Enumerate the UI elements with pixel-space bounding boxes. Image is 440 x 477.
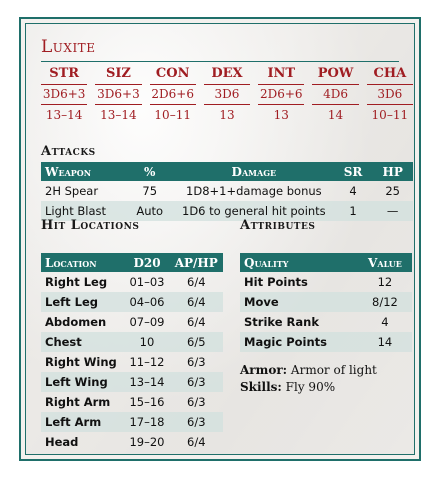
attrs-col-value: Value [358, 253, 412, 272]
table-row [41, 352, 223, 372]
column-gap [142, 84, 150, 104]
weapon-percent: Auto [126, 201, 174, 221]
hitloc-d20: 17–18 [124, 412, 169, 432]
hitloc-col-aphp: AP/HP [170, 253, 223, 272]
hitloc-location: Abdomen [45, 315, 107, 329]
skills-note [240, 379, 377, 396]
column-gap [250, 64, 258, 84]
attributes-table [240, 253, 412, 352]
hitloc-col-d20: D20 [124, 253, 169, 272]
table-row [41, 272, 223, 292]
hitloc-aphp: 6/3 [187, 395, 206, 409]
characteristic-roll: 3D6+3 [95, 84, 141, 104]
hitloc-location: Right Arm [45, 395, 111, 409]
attacks-table [41, 162, 413, 221]
stat-block-inner [25, 23, 415, 455]
weapon-name: 2H Spear [45, 184, 99, 198]
hitloc-location: Right Wing [45, 355, 117, 369]
attrs-col-quality: Quality [240, 253, 358, 272]
column-gap [196, 104, 204, 125]
attribute-quality: Hit Points [244, 275, 308, 289]
weapon-sr: 1 [334, 201, 373, 221]
characteristics-block [41, 64, 413, 125]
hitloc-aphp: 6/4 [187, 275, 206, 289]
table-row [41, 392, 223, 412]
attribute-quality: Strike Rank [244, 315, 319, 329]
hitloc-aphp: 6/4 [187, 435, 206, 449]
hitloc-location: Left Arm [41, 412, 124, 432]
attribute-quality: Move [240, 292, 358, 312]
characteristic-roll: 2D6+6 [150, 84, 196, 104]
armor-value: Armor of light [290, 363, 377, 377]
weapon-damage: 1D8+1+damage bonus [186, 184, 322, 198]
hitloc-d20: 15–16 [129, 395, 165, 409]
characteristic-roll: 3D6 [367, 84, 413, 104]
hitloc-d20: 19–20 [129, 435, 165, 449]
weapon-percent: 75 [142, 184, 158, 198]
column-gap [359, 64, 367, 84]
attribute-value: 14 [358, 332, 412, 352]
characteristic-range: 13–14 [41, 104, 87, 125]
skills-label: Skills: [240, 380, 282, 394]
hitloc-d20: 01–03 [129, 275, 165, 289]
armor-note [240, 362, 377, 379]
characteristic-name: STR [49, 66, 80, 81]
hit-locations-heading: Hit Locations [41, 218, 140, 233]
column-gap [196, 64, 204, 84]
hit-locations-table [41, 253, 223, 452]
table-row [41, 432, 223, 452]
hitloc-location: Right Leg [45, 275, 108, 289]
characteristic-name: INT [267, 66, 296, 81]
stat-block-card [19, 17, 421, 461]
characteristic-range: 10–11 [150, 104, 196, 125]
weapon-hp: — [372, 201, 413, 221]
characteristic-range: 10–11 [367, 104, 413, 125]
weapon-name: Light Blast [41, 201, 126, 221]
attacks-col-sr: SR [334, 162, 373, 181]
characteristic-name: SIZ [105, 66, 131, 81]
column-gap [304, 84, 312, 104]
column-gap [250, 104, 258, 125]
hitloc-col-location: Location [41, 253, 124, 272]
characteristic-range: 13 [204, 104, 250, 125]
hitloc-location: Chest [41, 332, 124, 352]
hitloc-d20: 04–06 [124, 292, 169, 312]
column-gap [87, 104, 95, 125]
characteristic-range: 14 [312, 104, 358, 125]
characteristic-roll: 4D6 [312, 84, 358, 104]
characteristic-roll: 3D6 [204, 84, 250, 104]
attacks-heading: Attacks [41, 144, 96, 159]
characteristic-name: DEX [211, 66, 243, 81]
table-row [240, 292, 412, 312]
column-gap [359, 84, 367, 104]
weapon-hp: 25 [385, 184, 400, 198]
hitloc-aphp: 6/3 [187, 355, 206, 369]
attributes-heading: Attributes [240, 218, 316, 233]
characteristic-range: 13–14 [95, 104, 141, 125]
column-gap [142, 64, 150, 84]
creature-title: Luxite [41, 37, 96, 57]
attacks-col-damage: Damage [174, 162, 334, 181]
characteristic-roll: 3D6+3 [41, 84, 87, 104]
attacks-col-hp: HP [372, 162, 413, 181]
armor-label: Armor: [240, 363, 288, 377]
attribute-quality: Magic Points [240, 332, 358, 352]
column-gap [196, 84, 204, 104]
attribute-value: 4 [381, 315, 389, 329]
attacks-col-weapon: Weapon [41, 162, 126, 181]
column-gap [359, 104, 367, 125]
table-row [41, 332, 223, 352]
table-row [240, 312, 412, 332]
column-gap [142, 104, 150, 125]
hitloc-aphp: 6/4 [170, 292, 223, 312]
hitloc-location: Left Wing [41, 372, 124, 392]
hitloc-location: Left Leg [41, 292, 124, 312]
hitloc-d20: 11–12 [129, 355, 165, 369]
column-gap [87, 64, 95, 84]
attacks-col-percent: % [126, 162, 174, 181]
attribute-value: 8/12 [358, 292, 412, 312]
hitloc-aphp: 6/3 [170, 372, 223, 392]
weapon-sr: 4 [349, 184, 357, 198]
attribute-value: 12 [377, 275, 393, 289]
table-row [41, 412, 223, 432]
table-row [41, 292, 223, 312]
characteristic-roll: 2D6+6 [258, 84, 304, 104]
hitloc-d20: 10 [124, 332, 169, 352]
characteristic-name: POW [317, 66, 354, 81]
title-divider [41, 61, 399, 62]
notes-block [240, 362, 377, 396]
hitloc-aphp: 6/3 [170, 412, 223, 432]
table-row [41, 372, 223, 392]
skills-value: Fly 90% [285, 380, 336, 394]
table-row [41, 181, 413, 201]
hitloc-aphp: 6/5 [170, 332, 223, 352]
characteristic-range: 13 [258, 104, 304, 125]
column-gap [250, 84, 258, 104]
table-row [240, 332, 412, 352]
column-gap [87, 84, 95, 104]
column-gap [304, 104, 312, 125]
table-row [240, 272, 412, 292]
hitloc-d20: 13–14 [124, 372, 169, 392]
characteristic-name: CON [155, 66, 190, 81]
hitloc-aphp: 6/4 [187, 315, 206, 329]
characteristic-name: CHA [373, 66, 407, 81]
column-gap [304, 64, 312, 84]
weapon-damage: 1D6 to general hit points [174, 201, 334, 221]
hitloc-d20: 07–09 [129, 315, 165, 329]
hitloc-location: Head [45, 435, 79, 449]
table-row [41, 312, 223, 332]
